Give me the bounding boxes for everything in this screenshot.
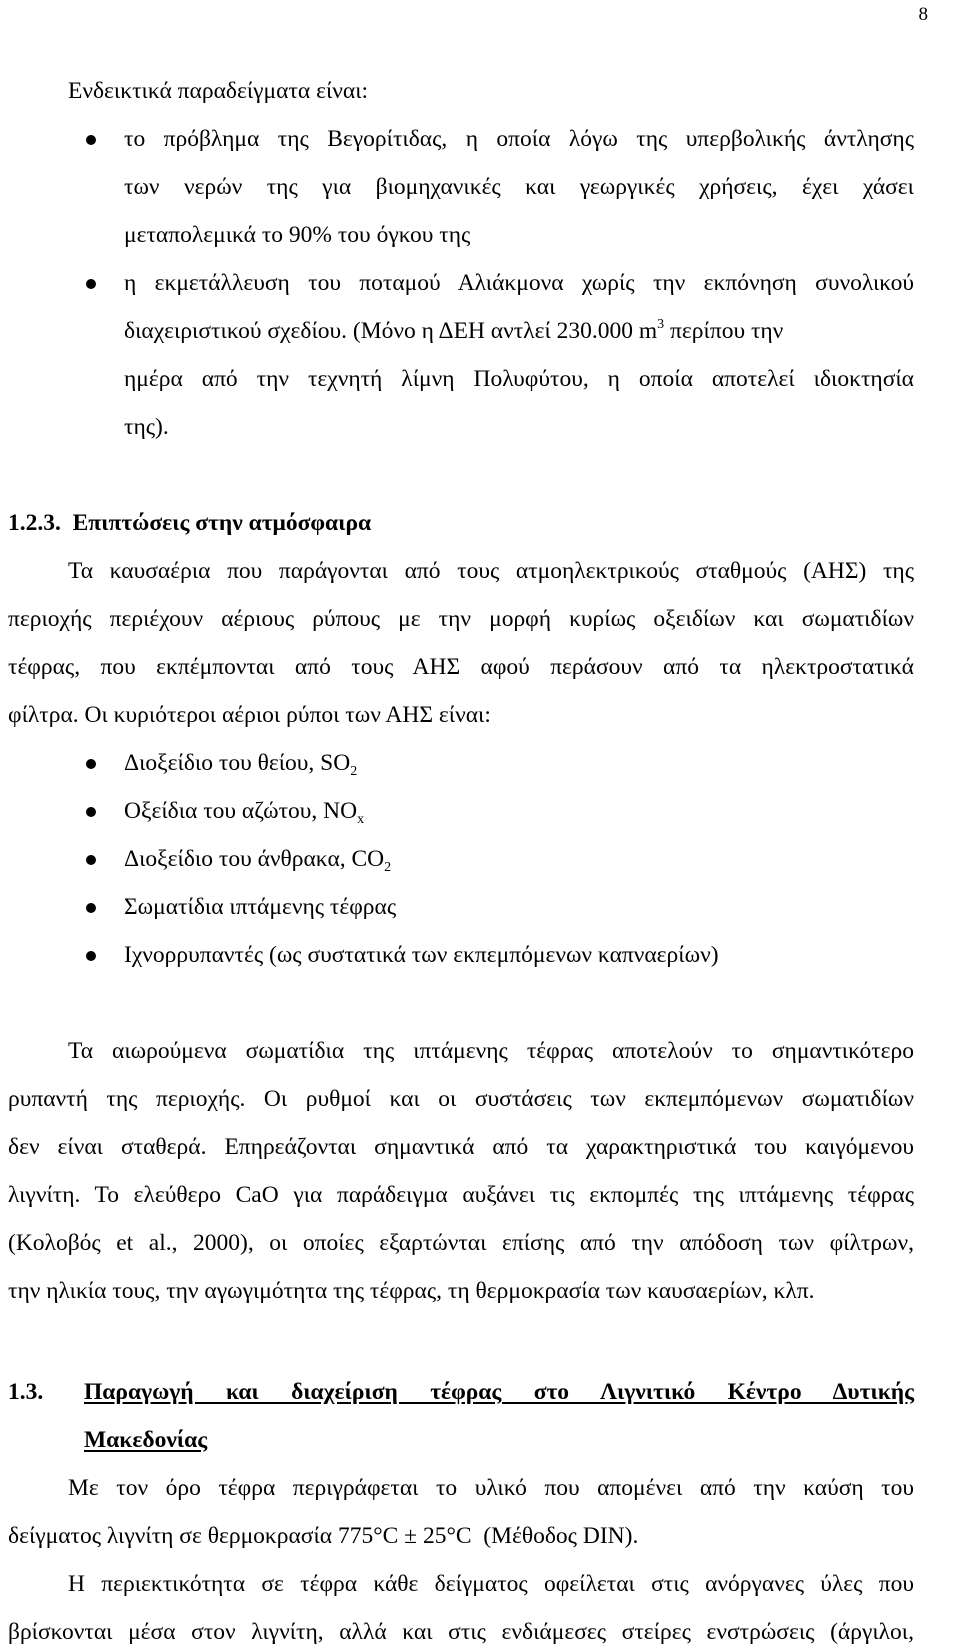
fly-ash-para-line-1: Τα αιωρούμενα σωματίδια της ιπτάμενης τέφρας αποτελούν το σημαντικότερο (68, 1038, 914, 1064)
pollutant-trace: Ιχνορρυπαντές (ως συστατικά των εκπεμπόμενων καπναερίων) (124, 942, 719, 968)
example-1-line-2: των νερών της για βιομηχανικές και γεωργικές χρήσεις, έχει χάσει (124, 174, 914, 200)
section-heading-1-2-3: 1.2.3. Επιπτώσεις στην ατμόσφαιρα (8, 510, 372, 536)
fly-ash-para-line-2: ρυπαντή της περιοχής. Οι ρυθμοί και οι συστάσεις των εκπεμπόμενων σωματιδίων (8, 1086, 914, 1112)
ash-definition-line-1: Με τον όρο τέφρα περιγράφεται το υλικό που απομένει από την καύση του (68, 1475, 914, 1501)
atmosphere-para-line-3: τέφρας, που εκπέμπονται από τους ΑΗΣ αφού περάσουν από τα ηλεκτροστατικά (8, 654, 914, 680)
bullet-dot (86, 759, 96, 769)
example-1-line-3: μεταπολεμικά το 90% του όγκου της (124, 222, 471, 248)
atmosphere-para-line-4: φίλτρα. Οι κυριότεροι αέριοι ρύποι των ΑΗΣ είναι: (8, 702, 491, 728)
pollutant-nox: Οξείδια του αζώτου, $NO_x$ (124, 798, 365, 827)
fly-ash-para-line-4: λιγνίτη. Το ελεύθερο CaO για παράδειγμα αυξάνει τις εκπομπές της ιπτάμενης τέφρας (8, 1182, 914, 1208)
example-2-line-1: η εκμετάλλευση του ποταμού Αλιάκμονα χωρίς την εκπόνηση συνολικού (124, 270, 914, 296)
cubic-superscript: 3 (657, 317, 665, 332)
bullet-dot (86, 951, 96, 961)
ash-content-line-1: Η περιεκτικότητα σε τέφρα κάθε δείγματος οφείλεται στις ανόργανες ύλες που (68, 1571, 914, 1597)
example-2-line-2 (124, 317, 914, 344)
page-number: 8 (918, 4, 928, 25)
nox-subscript: x (357, 812, 365, 827)
bullet-dot (86, 855, 96, 865)
example-2-line-2b: περίπου την (664, 318, 784, 344)
atmosphere-para-line-1: Τα καυσαέρια που παράγονται από τους ατμοηλεκτρικούς σταθμούς (ΑΗΣ) της (68, 558, 914, 584)
fly-ash-para-line-6: την ηλικία τους, την αγωγιμότητα της τέφρας, τη θερμοκρασία των καυσαερίων, κλπ. (8, 1278, 815, 1304)
pollutant-fly-ash: Σωματίδια ιπτάμενης τέφρας (124, 894, 397, 920)
ash-definition-line-2: δείγματος λιγνίτη σε θερμοκρασία 775°C ± 25°C (Μέθοδος DIN). (8, 1523, 639, 1549)
bullet-dot (86, 279, 96, 289)
fly-ash-para-line-3: δεν είναι σταθερά. Επηρεάζονται σημαντικά από τα χαρακτηριστικά του καιγόμενου (8, 1134, 914, 1160)
so2-subscript: 2 (350, 764, 358, 779)
ash-content-line-2: βρίσκονται μέσα στον λιγνίτη, αλλά και στις ενδιάμεσες στείρες ενστρώσεις (άργιλοι, (8, 1619, 914, 1645)
bullet-dot (86, 903, 96, 913)
section-title-1-3-line-2: Μακεδονίας (84, 1427, 208, 1453)
co2-subscript: 2 (384, 860, 392, 875)
bullet-dot (86, 807, 96, 817)
pollutant-co2: Διοξείδιο του άνθρακα, $CO_2$ (124, 846, 392, 875)
example-2-line-4: της). (124, 414, 169, 440)
bullet-dot (86, 135, 96, 145)
example-2-line-3: ημέρα από την τεχνητή λίμνη Πολυφύτου, η οποία αποτελεί ιδιοκτησία (124, 366, 914, 392)
pollutant-so2: Διοξείδιο του θείου, $SO_2$ (124, 750, 358, 779)
fly-ash-para-line-5: (Κολοβός et al., 2000), οι οποίες εξαρτώνται επίσης από την απόδοση των φίλτρων, (8, 1230, 914, 1256)
atmosphere-para-line-2: περιοχής περιέχουν αέριους ρύπους με την μορφή κυρίως οξειδίων και σωματιδίων (8, 606, 914, 632)
example-2-line-2a: διαχειριστικού σχεδίου. (Μόνο η ΔΕΗ αντλεί 230.000 m (124, 318, 658, 344)
intro-line: Ενδεικτικά παραδείγματα είναι: (68, 78, 369, 104)
example-1-line-1: το πρόβλημα της Βεγορίτιδας, η οποία λόγω της υπερβολικής άντλησης (124, 126, 914, 152)
section-number-1-3: 1.3. (8, 1379, 44, 1405)
section-title-1-3-line-1: Παραγωγή και διαχείριση τέφρας στο Λιγνιτικό Κέντρο Δυτικής (84, 1379, 914, 1405)
